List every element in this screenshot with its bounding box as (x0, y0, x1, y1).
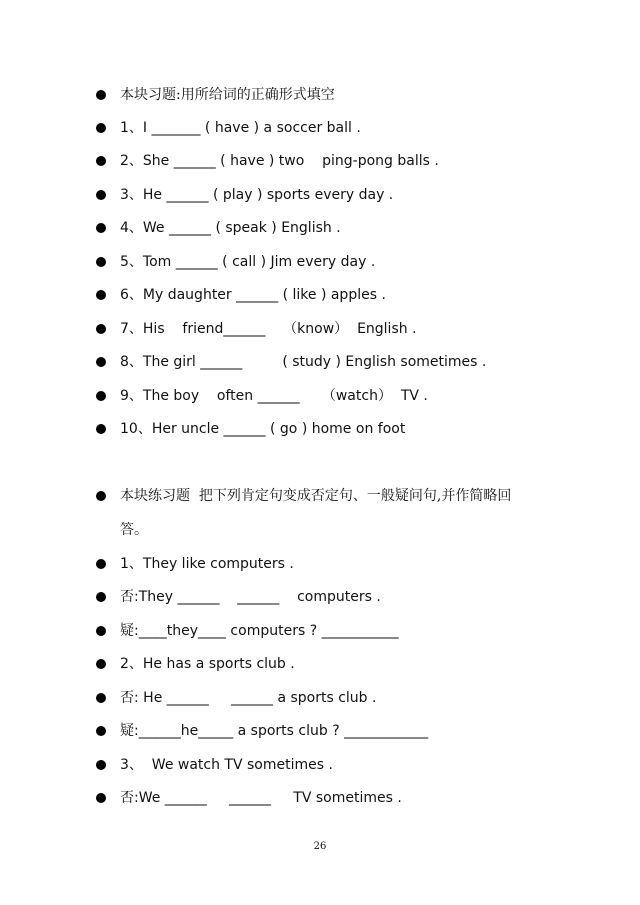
bullet-icon (96, 760, 106, 770)
exercise-text: 8、The girl ______ ( study ) English sometimes . (120, 354, 487, 370)
list-item (96, 788, 402, 808)
exercise-text: 疑:____they____ computers ? ___________ (120, 623, 399, 639)
exercise-text: 否:They ______ ______ computers . (120, 589, 381, 605)
bullet-icon (96, 324, 106, 334)
bullet-icon (96, 491, 106, 501)
bullet-icon (96, 559, 106, 569)
bullet-icon (96, 223, 106, 233)
list-item (96, 688, 376, 708)
page-number: 26 (313, 841, 327, 852)
bullet-icon (96, 391, 106, 401)
exercise-text: 1、They like computers . (120, 556, 294, 572)
exercise-text: 1、I _______ ( have ) a soccer ball . (120, 120, 361, 136)
exercise-text: 3、 We watch TV sometimes . (120, 757, 333, 773)
section1-heading (96, 85, 335, 105)
exercise-text: 4、We ______ ( speak ) English . (120, 220, 341, 236)
bullet-icon (96, 693, 106, 703)
bullet-icon (96, 90, 106, 100)
bullet-icon (96, 257, 106, 267)
exercise-text: 否:We ______ ______ TV sometimes . (120, 790, 402, 806)
section1-heading-text: 本块习题:用所给词的正确形式填空 (120, 87, 335, 103)
exercise-text: 10、Her uncle ______ ( go ) home on foot (120, 421, 406, 437)
bullet-icon (96, 793, 106, 803)
list-item (96, 721, 428, 741)
bullet-icon (96, 592, 106, 602)
exercise-text: 9、The boy often ______ （watch） TV . (120, 388, 428, 404)
list-item (96, 185, 393, 205)
list-item (96, 118, 361, 138)
bullet-icon (96, 290, 106, 300)
bullet-icon (96, 190, 106, 200)
exercise-text: 6、My daughter ______ ( like ) apples . (120, 287, 386, 303)
list-item (96, 755, 333, 775)
list-item (96, 252, 375, 272)
exercise-text: 2、She ______ ( have ) two ping-pong balls . (120, 153, 439, 169)
exercise-text: 3、He ______ ( play ) sports every day . (120, 187, 394, 203)
bullet-icon (96, 659, 106, 669)
bullet-icon (96, 726, 106, 736)
exercise-text: 2、He has a sports club . (120, 656, 295, 672)
list-item (96, 386, 428, 406)
list-item (96, 352, 486, 372)
bullet-icon (96, 626, 106, 636)
list-item (96, 554, 294, 574)
bullet-icon (96, 156, 106, 166)
exercise-text: 5、Tom ______ ( call ) Jim every day . (120, 254, 376, 270)
list-item (96, 319, 417, 339)
list-item (96, 218, 341, 238)
section2-heading-text: 本块练习题 把下列肯定句变成否定句、一般疑问句,并作简略回 (120, 488, 512, 504)
list-item (96, 621, 399, 641)
exercise-text: 7、His friend______ （know） English . (120, 321, 417, 337)
list-item (96, 151, 439, 171)
exercise-text: 否: He ______ ______ a sports club . (120, 690, 377, 706)
section2-heading-continuation: 答。 (120, 522, 148, 538)
bullet-icon (96, 357, 106, 367)
list-item (96, 654, 295, 674)
exercise-text: 疑:______he_____ a sports club ? ____________ (120, 723, 429, 739)
list-item (96, 285, 386, 305)
section2-heading (96, 486, 511, 506)
list-item (96, 419, 405, 439)
list-item (96, 587, 381, 607)
bullet-icon (96, 424, 106, 434)
bullet-icon (96, 123, 106, 133)
